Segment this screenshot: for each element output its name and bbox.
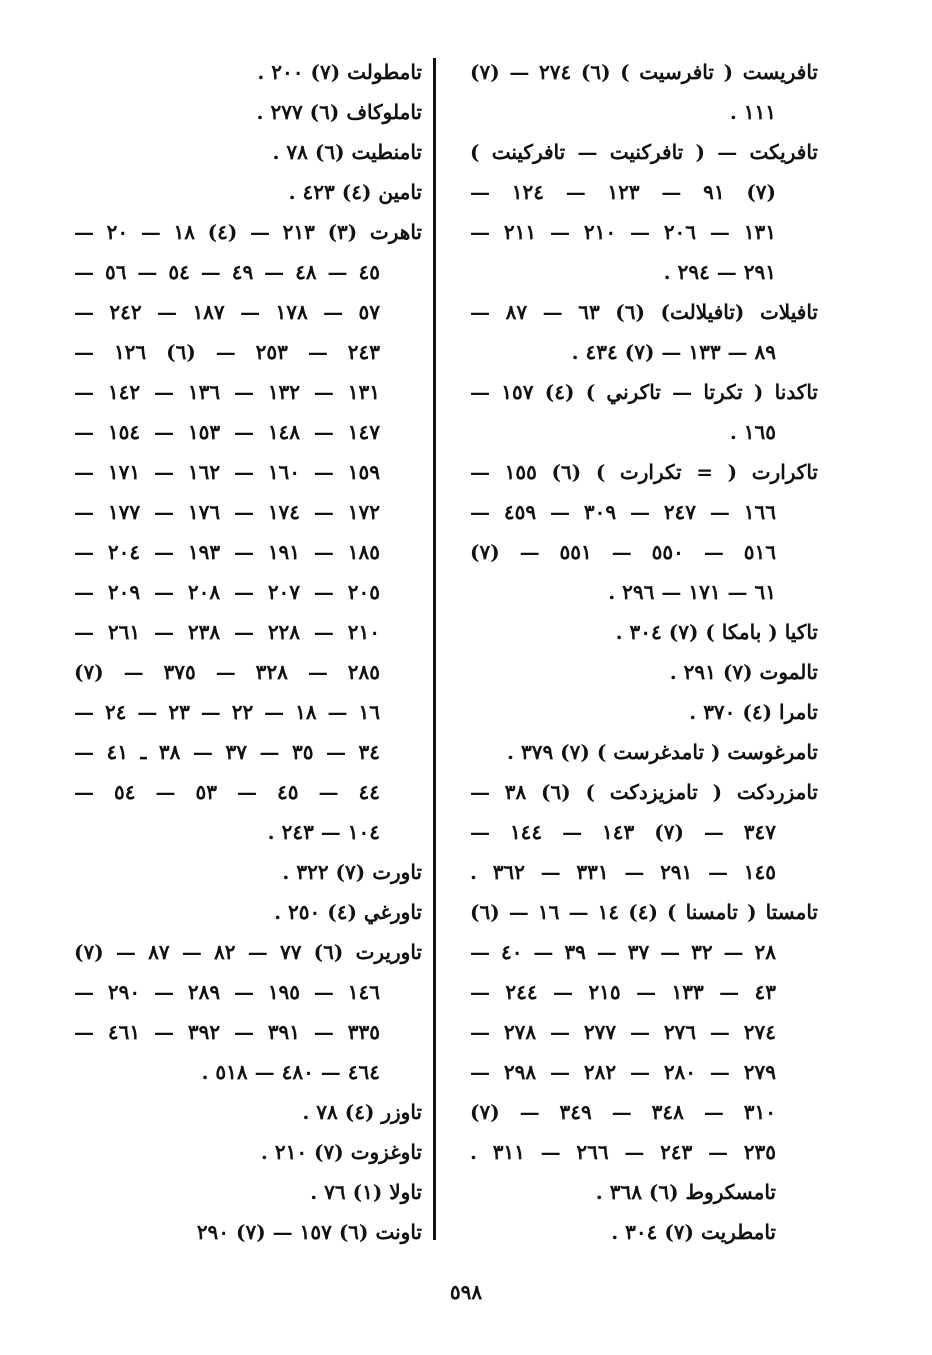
index-continuation-line: تامسكروط (٦) ٣٦٨ . [595, 1180, 776, 1204]
index-entry: تامين (٤) ٤٢٣ . [288, 180, 422, 204]
index-continuation-line: تامطريت (٧) ٣٠٤ . [611, 1220, 776, 1244]
index-entry: تاورغي (٤) ٢٥٠ . [274, 900, 422, 924]
index-continuation-line: ٥١٦ — ٥٥٠ — ٥٥١ — (٧) [470, 540, 776, 564]
index-continuation-line: ٢٤٣ — ٢٥٣ — (٦) ١٢٦ — [74, 340, 380, 364]
index-continuation-line: ١٤٦ — ١٩٥ — ٢٨٩ — ٢٩٠ — [74, 980, 381, 1004]
index-continuation-line: ٣٤٧ — (٧) ١٤٣ — ١٤٤ — [470, 820, 776, 844]
index-continuation-line: ٤٤ — ٤٥ — ٥٣ — ٥٤ — [74, 780, 380, 804]
index-continuation-line: ١٧٢ — ١٧٤ — ١٧٦ — ١٧٧ — [74, 500, 381, 524]
index-continuation-line: ١٦٦ — ٢٤٧ — ٣٠٩ — ٤٥٩ — [470, 500, 777, 524]
index-continuation-line: ٤٥ — ٤٨ — ٤٩ — ٥٤ — ٥٦ — [74, 260, 380, 284]
index-entry: تاوزر (٤) ٧٨ . [302, 1100, 422, 1124]
index-continuation-line: ٤٣ — ١٣٣ — ٢١٥ — ٢٤٤ — [470, 980, 776, 1004]
index-continuation-line: ١٨٥ — ١٩١ — ١٩٣ — ٢٠٤ — [74, 540, 381, 564]
index-continuation-line: ٢٩١ — ٢٩٤ . [663, 260, 776, 284]
index-entry: تالموت (٧) ٢٩١ . [669, 660, 818, 684]
index-continuation-line: ١٦٥ . [729, 420, 776, 444]
index-continuation-line: ٦١ — ١٧١ — ٢٩٦ . [608, 580, 776, 604]
index-entry: تامطولت (٧) ٢٠٠ . [257, 60, 422, 84]
index-continuation-line: ٣٤ — ٣٥ — ٣٧ — ٣٨ ـ ٤١ — [74, 740, 380, 764]
index-entry: تاكيا ( بامكا ) (٧) ٣٠٤ . [615, 620, 818, 644]
index-entry: تامستا ( تامسنا ) (٤) ١٤ — ١٦ — (٦) [470, 900, 818, 924]
index-continuation-line: (٧) ٩١ — ١٢٣ — ١٢٤ — [470, 180, 776, 204]
index-entry: تامنطيت (٦) ٧٨ . [272, 140, 422, 164]
index-continuation-line: ٢٧٤ — ٢٧٦ — ٢٧٧ — ٢٧٨ — [470, 1020, 777, 1044]
index-continuation-line: ١٣١ — ٢٠٦ — ٢١٠ — ٢١١ — [470, 220, 777, 244]
column-divider [433, 58, 436, 1240]
index-continuation-line: ٢٧٩ — ٢٨٠ — ٢٨٢ — ٢٩٨ — [470, 1060, 777, 1084]
index-entry: تاملوكاف (٦) ٢٧٧ . [256, 100, 422, 124]
index-column-right [470, 52, 818, 1252]
index-entry: تاكدنا ( تكرتا — تاكرني ) (٤) ١٥٧ — [470, 380, 818, 404]
index-entry: تاكرارت ( = تكرارت ) (٦) ١٥٥ — [470, 460, 818, 484]
index-entry: تاورت (٧) ٣٢٢ . [282, 860, 422, 884]
index-entry: تاوغزوت (٧) ٢١٠ . [260, 1140, 422, 1164]
index-continuation-line: ١٠٤ — ٢٤٣ . [267, 820, 380, 844]
index-continuation-line: ٣١٠ — ٣٤٨ — ٣٤٩ — (٧) [470, 1100, 776, 1124]
index-continuation-line: ٣٣٥ — ٣٩١ — ٣٩٢ — ٤٦١ — [74, 1020, 381, 1044]
index-entry: تاولا (١) ٧٦ . [310, 1180, 422, 1204]
index-column-left [74, 52, 422, 1252]
index-continuation-line: ٢١٠ — ٢٢٨ — ٢٣٨ — ٢٦١ — [74, 620, 381, 644]
index-entry: تافريكت — ( تافركنيت — تافركينت ) [470, 140, 818, 164]
index-entry: تاوريرت (٦) ٧٧ — ٨٢ — ٨٧ — (٧) [74, 940, 422, 964]
index-continuation-line: ٢٨ — ٣٢ — ٣٧ — ٣٩ — ٤٠ — [470, 940, 776, 964]
index-entry: تاهرت (٣) ٢١٣ — (٤) ١٨ — ٢٠ — [74, 220, 422, 244]
index-continuation-line: ٥٧ — ١٧٨ — ١٨٧ — ٢٤٢ — [74, 300, 380, 324]
index-entry: تامزردكت ( تامزيزدكت ) (٦) ٣٨ — [470, 780, 818, 804]
index-entry: تاونت (٦) ١٥٧ — (٧) ٢٩٠ [196, 1220, 422, 1244]
index-continuation-line: ٢٨٥ — ٣٢٨ — ٣٧٥ — (٧) [74, 660, 380, 684]
index-continuation-line: ١١١ . [729, 100, 776, 124]
index-entry: تافريست ( تافرسيت ) (٦) ٢٧٤ — (٧) [470, 60, 818, 84]
index-continuation-line: ٤٦٤ — ٤٨٠ — ٥١٨ . [201, 1060, 380, 1084]
index-entry: تامرغوست ( تامدغرست ) (٧) ٣٧٩ . [507, 740, 818, 764]
index-continuation-line: ١٦ — ١٨ — ٢٢ — ٢٣ — ٢٤ — [74, 700, 380, 724]
index-continuation-line: ١٤٥ — ٢٩١ — ٣٣١ — ٣٦٢ . [470, 860, 776, 884]
index-continuation-line: ١٤٧ — ١٤٨ — ١٥٣ — ١٥٤ — [74, 420, 381, 444]
index-entry: تافيلات (تافيلالت) (٦) ٦٣ — ٨٧ — [470, 300, 818, 324]
page-number: ٥٩٨ [449, 1280, 483, 1304]
index-continuation-line: ٨٩ — ١٣٣ — (٧) ٤٣٤ . [571, 340, 776, 364]
index-continuation-line: ١٥٩ — ١٦٠ — ١٦٢ — ١٧١ — [74, 460, 381, 484]
index-continuation-line: ١٣١ — ١٣٢ — ١٣٦ — ١٤٢ — [74, 380, 381, 404]
index-entry: تامرا (٤) ٣٧٠ . [689, 700, 818, 724]
index-continuation-line: ٢٣٥ — ٢٤٣ — ٢٦٦ — ٣١١ . [470, 1140, 776, 1164]
index-continuation-line: ٢٠٥ — ٢٠٧ — ٢٠٨ — ٢٠٩ — [74, 580, 381, 604]
